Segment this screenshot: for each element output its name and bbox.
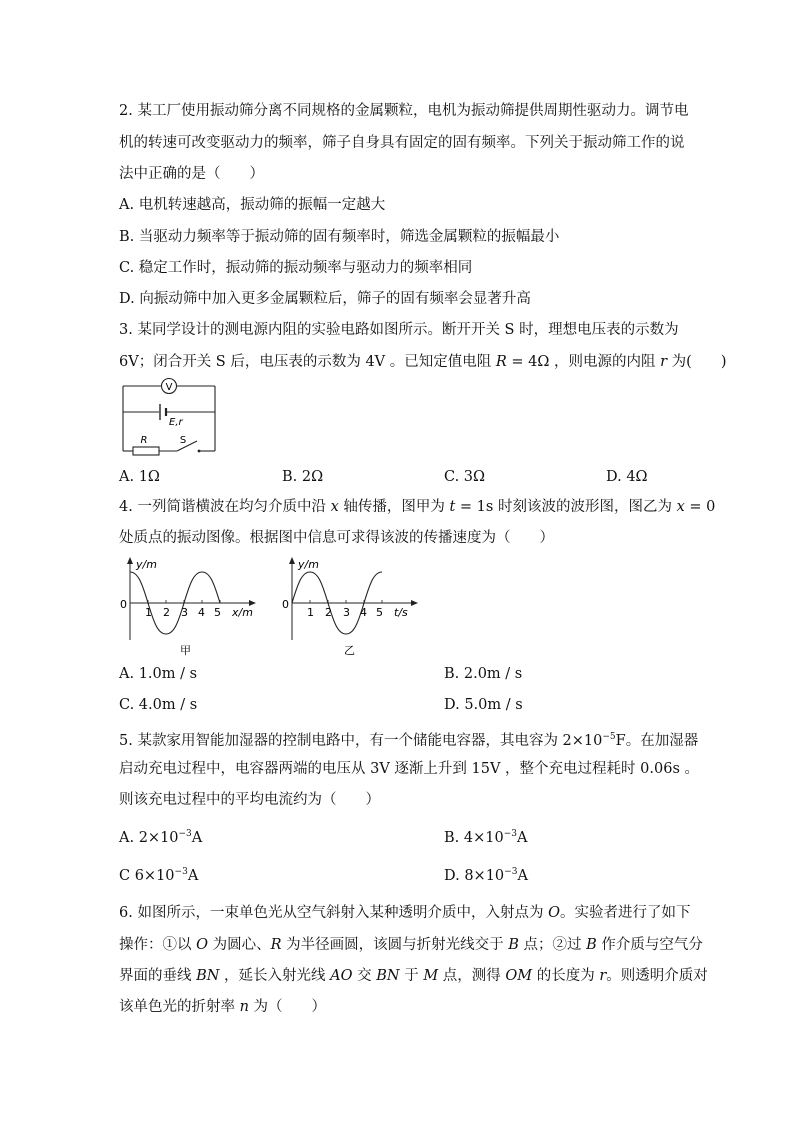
x-tick-3: 3 — [181, 606, 188, 619]
q3-option-b: B. 2Ω — [282, 469, 324, 485]
switch-contact-icon — [198, 450, 201, 453]
resistor-label: R — [140, 435, 148, 446]
q6-stem-line1: 6. 如图所示，一束单色光从空气斜射入某种透明介质中，入射点为 O。实验者进行了如下 — [119, 905, 691, 921]
q6-stem-line2: 操作：①以 O 为圆心、R 为半径画圆，该圆与折射光线交于 B 点；②过 B 作介质与空气分 — [119, 937, 703, 953]
q6-stem-line4: 该单色光的折射率 n 为（ ） — [119, 999, 327, 1015]
y-axis-label: y/m — [136, 558, 157, 571]
q2-option-b: B. 当驱动力频率等于振动筛的固有频率时，筛选金属颗粒的振幅最小 — [119, 229, 560, 245]
q5-stem-line2: 启动充电过程中，电容器两端的电压从 3V 逐渐上升到 15V ，整个充电过程耗时 0.06s 。 — [119, 761, 699, 777]
q4-option-c: C. 4.0m / s — [119, 697, 198, 713]
q3-stem-line2: 6V；闭合开关 S 后，电压表的示数为 4V 。已知定值电阻 R = 4Ω ，则电源的内阻 r 为( ) — [119, 354, 727, 370]
q6-stem-line3: 界面的垂线 BN ，延长入射光线 AO 交 BN 于 M 点，测得 OM 的长度为 r。则透明介质对 — [119, 968, 708, 984]
q4-option-b: B. 2.0m / s — [444, 666, 523, 682]
q5-option-d: D. $8\times 10^{-3}A$ — [444, 867, 528, 884]
q3-stem-line1: 3. 某同学设计的测电源内阻的实验电路如图所示。断开开关 S 时，理想电压表的示数为 — [119, 322, 679, 338]
origin-label: 0 — [282, 598, 289, 611]
source-label: E,r — [169, 417, 183, 428]
y-axis-arrow-icon — [289, 557, 295, 564]
q4-option-a: A. 1.0m / s — [119, 666, 198, 682]
q4-vibration-graph-yi — [276, 553, 426, 665]
q5-stem-line3: 则该充电过程中的平均电流约为（ ） — [119, 792, 380, 808]
figure-caption: 乙 — [344, 644, 355, 657]
q5-stem-line1: 5. 某款家用智能加湿器的控制电路中，有一个储能电容器，其电容为 $2\times 10^{-5}F$。在加湿器 — [119, 732, 699, 749]
q2-option-a: A. 电机转速越高，振动筛的振幅一定越大 — [119, 197, 386, 213]
t-axis-label: t/s — [394, 606, 408, 619]
q2-stem-line3: 法中正确的是（ ） — [119, 166, 264, 182]
figure-caption: 甲 — [180, 644, 191, 657]
q4-stem-line2: 处质点的振动图像。根据图中信息可求得该波的传播速度为（ ） — [119, 530, 554, 546]
t-tick-5: 5 — [376, 606, 383, 619]
q3-option-d: D. 4Ω — [606, 469, 648, 485]
origin-label: 0 — [120, 598, 127, 611]
q2-option-c: C. 稳定工作时，振动筛的振动频率与驱动力的频率相同 — [119, 260, 473, 276]
q3-option-a: A. 1Ω — [119, 469, 160, 485]
y-axis-arrow-icon — [127, 557, 133, 564]
resistor-icon — [133, 447, 159, 455]
q2-stem-line1: 2. 某工厂使用振动筛分离不同规格的金属颗粒，电机为振动筛提供周期性驱动力。调节电 — [119, 103, 689, 119]
q3-circuit-diagram — [115, 376, 227, 458]
q3-option-c: C. 3Ω — [444, 469, 486, 485]
q4-stem-line1: 4. 一列简谐横波在均匀介质中沿 x 轴传播，图甲为 t = 1s 时刻该波的波形图，图乙为 x = 0 — [119, 499, 716, 515]
x-tick-5: 5 — [214, 606, 221, 619]
q4-wave-graph-jia — [114, 553, 264, 665]
t-tick-1: 1 — [307, 606, 314, 619]
q2-stem-line2: 机的转速可改变驱动力的频率，筛子自身具有固定的固有频率。下列关于振动筛工作的说 — [119, 135, 685, 151]
q5-option-c: C $6\times 10^{-3}A$ — [119, 867, 199, 884]
q4-option-d: D. 5.0m / s — [444, 697, 523, 713]
x-axis-arrow-icon — [411, 600, 418, 606]
voltmeter-label: V — [165, 382, 173, 393]
t-tick-4: 4 — [360, 606, 367, 619]
switch-label: S — [179, 435, 187, 446]
x-axis-label: x/m — [232, 606, 253, 619]
y-axis-label: y/m — [298, 558, 319, 571]
q5-option-b: B. $4\times 10^{-3}A$ — [444, 829, 528, 846]
t-tick-3: 3 — [343, 606, 350, 619]
x-tick-2: 2 — [163, 606, 170, 619]
q5-option-a: A. $2\times 10^{-3}A$ — [119, 829, 203, 846]
q2-option-d: D. 向振动筛中加入更多金属颗粒后，筛子的固有频率会显著升高 — [119, 291, 531, 307]
x-tick-4: 4 — [198, 606, 205, 619]
x-tick-1: 1 — [145, 606, 152, 619]
t-tick-2: 2 — [325, 606, 332, 619]
